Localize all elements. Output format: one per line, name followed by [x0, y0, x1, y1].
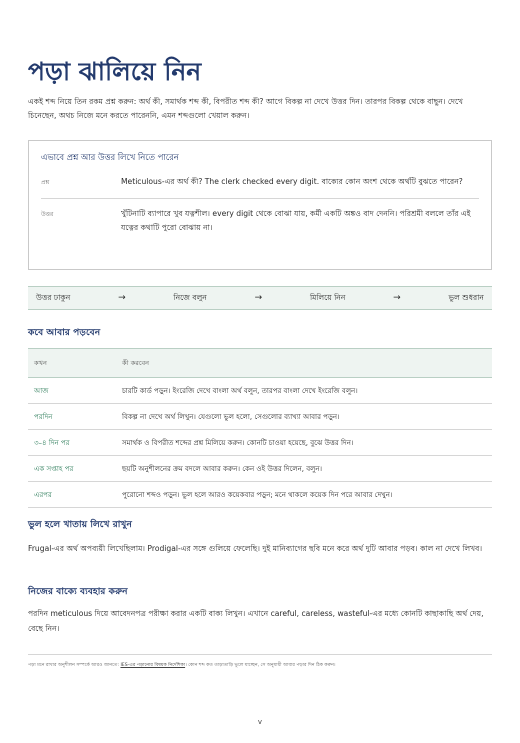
mistakes-paragraph: Frugal-এর অর্থ অপব্যয়ী লিখেছিলাম। Prodigal-এর সঙ্গে গুলিয়ে ফেলেছি। দুই মানিব্যাগের ছবি মনে করে অর্থ দুটি আবার পড়ব। কাল না দেখে লিখব। — [28, 544, 483, 553]
study-steps-bar — [28, 286, 492, 310]
when-cell: ৩–৪ দিন পর — [28, 430, 116, 456]
answer-label: উত্তর — [41, 211, 54, 218]
answer-text: খুঁটিনাটি ব্যাপারে খুব যত্নশীল। every digit থেকে বোঝা যায়, কর্মী একটি অঙ্কও বাদ দেননি। পরিশ্রমী বললে তাঁর এই যত্নের কথাটি পুরো বোঝায় না। — [121, 209, 471, 232]
column-header-when: কখন — [28, 349, 116, 378]
step-say-yourself: নিজে বলুন — [173, 292, 207, 302]
qa-question-row — [41, 175, 479, 190]
when-cell: আজ — [28, 378, 116, 404]
table-row — [28, 404, 492, 430]
column-header-what: কী করবেন — [116, 349, 492, 378]
qa-box-heading: এভাবে প্রশ্ন আর উত্তর লিখে নিতে পারেন — [41, 152, 179, 162]
what-cell: চারটি কার্ড পড়ুন। ইংরেজি দেখে বাংলা অর্থ বলুন, তারপর বাংলা দেখে ইংরেজি বলুন। — [116, 378, 492, 404]
schedule-heading: কবে আবার পড়বেন — [28, 327, 101, 338]
footnote-text-before: পড়া মনে রাখার অনুশীলন সম্পর্কে আরও জানতে: — [28, 663, 121, 668]
when-cell: এরপর — [28, 482, 116, 508]
footnote — [28, 661, 492, 669]
intro-paragraph: একই শব্দ নিয়ে তিন রকম প্রশ্ন করুন: অর্থ কী, সমার্থক শব্দ কী, বিপরীত শব্দ কী? আগে বিকল্প না দেখে উত্তর দিন। তারপর বিকল্প থেকে বাছুন। দেখে চিনেছেন, অথচ নিজে মনে করতে পারেননি, এমন শব্দগুলো খেয়াল করুন। — [28, 97, 464, 120]
page-title: পড়া ঝালিয়ে নিন — [28, 57, 202, 86]
page-number: v — [257, 718, 263, 726]
table-row — [28, 378, 492, 404]
question-label: প্রশ্ন — [41, 179, 50, 186]
qa-example-box — [28, 140, 492, 270]
what-cell: বিকল্প না দেখে অর্থ লিখুন। যেগুলো ভুল হলো, সেগুলোর ব্যাখ্যা আবার পড়ুন। — [116, 404, 492, 430]
qa-answer-row — [41, 207, 479, 235]
when-cell: পরদিন — [28, 404, 116, 430]
qa-divider — [41, 198, 479, 199]
when-cell: এক সপ্তাহ পর — [28, 456, 116, 482]
arrow-icon: → — [393, 293, 401, 303]
step-check: মিলিয়ে নিন — [309, 292, 346, 302]
table-header-row — [28, 349, 492, 378]
arrow-icon: → — [254, 293, 263, 303]
footnote-text-after: । কোন শব্দ কত তাড়াতাড়ি ভুলে যাচ্ছেন, সে অনুযায়ী আবার পড়ার দিন ঠিক করুন। — [185, 663, 336, 668]
what-cell: পুরোনো শব্দও পড়ুন। ভুল হলে আরও কয়েকবার পড়ুন; মনে থাকলে কয়েক দিন পরে আবার দেখুন। — [116, 482, 492, 508]
step-cover-answer: উত্তর ঢাকুন — [36, 292, 71, 302]
question-text: Meticulous-এর অর্থ কী? The clerk checked every digit. বাক্যের কোন অংশ থেকে অর্থটি বুঝতে পারেন? — [121, 177, 463, 186]
review-schedule-table — [28, 348, 492, 508]
table-row — [28, 482, 492, 508]
mistakes-heading: ভুল হলে খাতায় লিখে রাখুন — [28, 519, 132, 530]
step-correct-mistakes: ভুল শুধরান — [448, 292, 484, 302]
what-cell: সমার্থক ও বিপরীত শব্দের প্রশ্ন মিলিয়ে করুন। কোনটি চাওয়া হয়েছে, বুঝে উত্তর দিন। — [116, 430, 492, 456]
use-heading: নিজের বাক্যে ব্যবহার করুন — [28, 586, 128, 597]
table-row — [28, 456, 492, 482]
what-cell: ছয়টি অনুশীলনের ক্রম বদলে আবার করুন। কেন ওই উত্তর দিলেন, বলুন। — [116, 456, 492, 482]
ies-guide-link[interactable]: IES-এর পড়ানোর বিষয়ক নির্দেশিকা — [120, 663, 186, 668]
footer-divider — [28, 654, 492, 655]
arrow-icon: → — [118, 293, 126, 303]
use-paragraph: পরদিন meticulous দিয়ে আবেদনপত্র পরীক্ষা করার একটি বাক্য লিখুন। এখানে careful, careless, wasteful-এর মধ্যে কোনটি কাছাকাছি অর্থ দেয়, বেছে নিন। — [28, 609, 484, 633]
table-row — [28, 430, 492, 456]
